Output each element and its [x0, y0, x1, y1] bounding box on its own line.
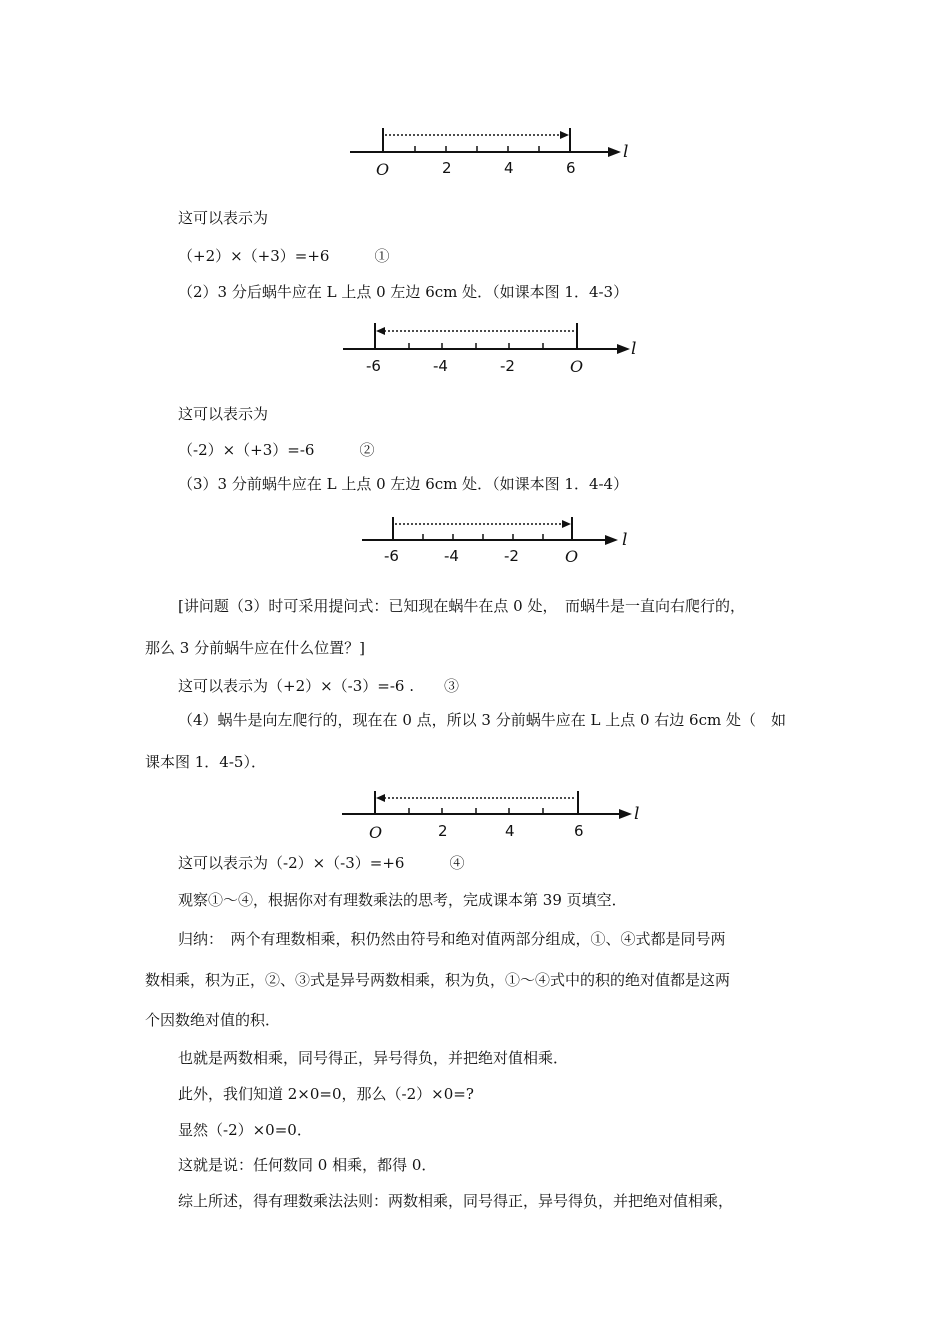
text-line: 那么 3 分前蜗牛应在什么位置？] [145, 639, 365, 657]
tick-label: 6 [574, 822, 584, 840]
tick-label-origin: O [570, 357, 584, 376]
axis-label: l [634, 804, 640, 824]
text-line: 综上所述，得有理数乘法法则：两数相乘，同号得正，异号得负，并把绝对值相乘， [178, 1192, 734, 1210]
text-line: 此外，我们知道 2×0=0，那么（-2）×0=? [178, 1085, 474, 1103]
text-line: 显然（-2）×0=0． [178, 1121, 312, 1139]
text-line: 这就是说：任何数同 0 相乘，都得 0． [178, 1156, 437, 1174]
tick-label-origin: O [565, 547, 579, 566]
axis-label: l [631, 339, 637, 359]
text-line: （2）3 分后蜗牛应在 L 上点 0 左边 6cm 处．（如课本图 1．4-3） [178, 283, 629, 301]
tick-label: -2 [504, 547, 519, 565]
number-line-figure-4 [340, 788, 640, 846]
text-line: 数相乘，积为正，②、③式是异号两数相乘，积为负，①～④式中的积的绝对值都是这两 [145, 971, 731, 989]
text-line: 课本图 1．4-5）． [145, 753, 266, 771]
tick-label: 4 [505, 822, 515, 840]
tick-label: -4 [444, 547, 459, 565]
text-line: 个因数绝对值的积． [145, 1011, 281, 1029]
tick-label: 2 [438, 822, 448, 840]
tick-label: -4 [433, 357, 448, 375]
equation-line: 这可以表示为（-2）×（-3）=+6 ④ [178, 854, 465, 872]
text-line: 观察①～④，根据你对有理数乘法的思考，完成课本第 39 页填空． [178, 891, 627, 909]
number-line-figure-1 [345, 125, 635, 185]
text-line: 这可以表示为 [178, 405, 269, 423]
tick-label: 6 [566, 159, 576, 177]
number-line-figure-2 [340, 320, 640, 382]
tick-label: -6 [366, 357, 381, 375]
text-line: [讲问题（3）时可采用提问式：已知现在蜗牛在点 0 处， 而蜗牛是一直向右爬行的， [178, 597, 745, 615]
text-line: （4）蜗牛是向左爬行的，现在在 0 点，所以 3 分前蜗牛应在 L 上点 0 右边 6cm 处（ 如 [178, 711, 786, 729]
text-line: 归纳： 两个有理数相乘，积仍然由符号和绝对值两部分组成，①、④式都是同号两 [178, 930, 726, 948]
tick-label: -6 [384, 547, 399, 565]
tick-label-origin: O [369, 823, 383, 842]
tick-label: 2 [442, 159, 452, 177]
text-line: 这可以表示为 [178, 209, 269, 227]
number-line-figure-3 [360, 512, 640, 572]
tick-label: -2 [500, 357, 515, 375]
text-line: （3）3 分前蜗牛应在 L 上点 0 左边 6cm 处．（如课本图 1．4-4） [178, 475, 629, 493]
equation-line: （-2）×（+3）=-6 ② [178, 441, 375, 459]
text-line: 也就是两数相乘，同号得正，异号得负，并把绝对值相乘． [178, 1049, 569, 1067]
tick-label: 4 [504, 159, 514, 177]
axis-label: l [623, 142, 629, 162]
equation-line: 这可以表示为（+2）×（-3）=-6 . ③ [178, 677, 460, 695]
equation-line: （+2）×（+3）=+6 ① [178, 247, 390, 265]
tick-label-origin: O [376, 160, 390, 179]
axis-label: l [622, 530, 628, 550]
